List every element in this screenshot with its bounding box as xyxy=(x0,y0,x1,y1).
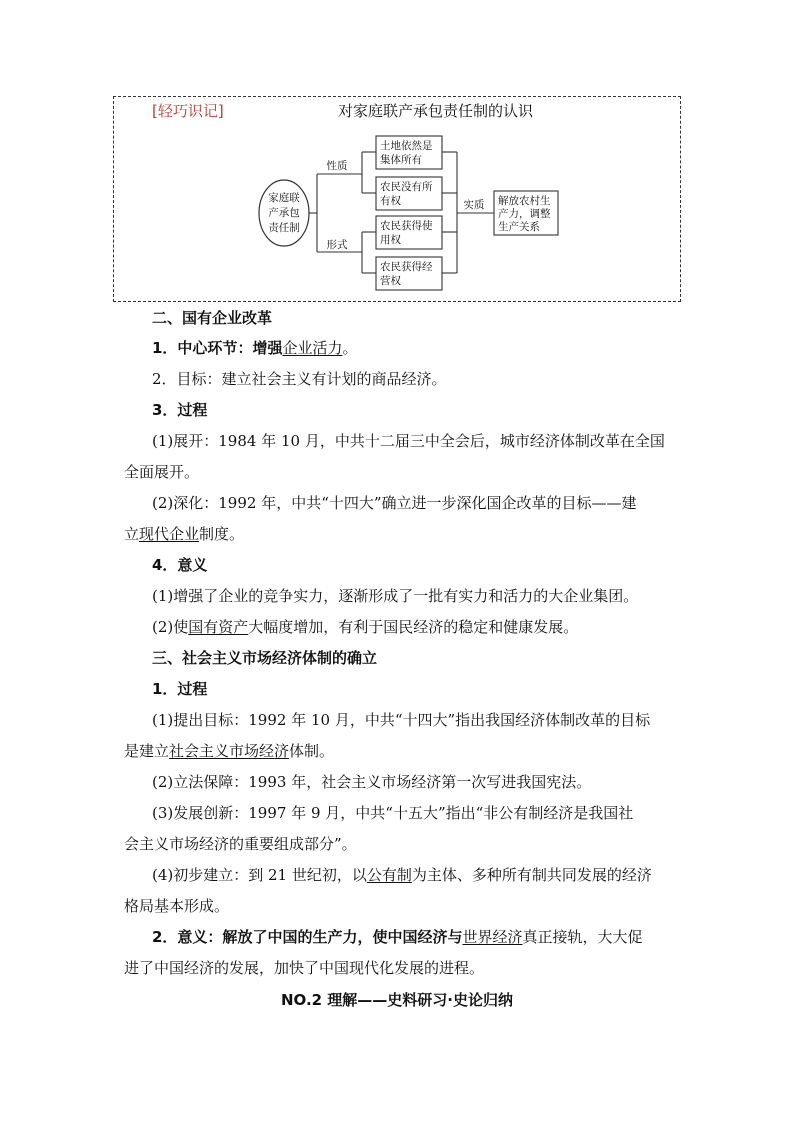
summary-tag: [轻巧识记] xyxy=(152,102,224,120)
s2-significance-1: (1)增强了企业的竞争实力，逐渐形成了一批有实力和活力的大企业集团。 xyxy=(152,587,639,605)
section-2-heading: 二、国有企业改革 xyxy=(152,309,273,327)
box-nature-1-line-2: 集体所有 xyxy=(380,154,422,166)
result-line-3: 生产关系 xyxy=(498,221,540,233)
box-nature-2-line-2: 有权 xyxy=(380,195,401,207)
box-form-2-line-2: 营权 xyxy=(380,275,401,287)
box-nature-2-line-1: 农民没有所 xyxy=(380,181,433,193)
s2-item-3: 3．过程 xyxy=(152,401,208,419)
box-nature-1-line-1: 土地依然是 xyxy=(380,140,433,152)
center-line-3: 责任制 xyxy=(268,222,300,234)
s2-item-4: 4．意义 xyxy=(152,556,208,574)
section-3-heading: 三、社会主义市场经济体制的确立 xyxy=(152,649,378,667)
s3-process-1-line-1: (1)提出目标：1992 年 10 月，中共“十四大”指出我国经济体制改革的目标 xyxy=(152,711,651,729)
result-line-2: 产力，调整 xyxy=(498,208,551,220)
s3-process-1-line-2: 是建立社会主义市场经济体制。 xyxy=(124,742,335,760)
branch-label-nature: 性质 xyxy=(326,160,348,172)
box-form-1-line-1: 农民获得使 xyxy=(380,220,433,232)
s2-process-2-line-2: 立现代企业制度。 xyxy=(124,525,245,543)
s3-process-4-line-1: (4)初步建立：到 21 世纪初，以公有制为主体、多种所有制共同发展的经济 xyxy=(152,866,652,884)
s3-process-4-line-2: 格局基本形成。 xyxy=(124,897,230,915)
s2-item-1: 1．中心环节：增强企业活力。 xyxy=(152,339,358,357)
s3-process-3-line-2: 会主义市场经济的重要组成部分”。 xyxy=(124,835,357,853)
s3-process-2: (2)立法保障：1993 年，社会主义市场经济第一次写进我国宪法。 xyxy=(152,773,592,791)
branch-label-form: 形式 xyxy=(326,239,348,251)
s2-process-1-line-2: 全面展开。 xyxy=(124,463,200,481)
s2-process-2-line-1: (2)深化：1992 年，中共“十四大”确立进一步深化国企改革的目标——建 xyxy=(152,494,637,512)
essence-label: 实质 xyxy=(463,199,485,211)
s2-item-2: 2．目标：建立社会主义有计划的商品经济。 xyxy=(152,370,447,388)
center-line-1: 家庭联 xyxy=(268,192,300,204)
section-footer-heading: NO.2 理解——史料研习·史论归纳 xyxy=(280,991,514,1009)
center-line-2: 产承包 xyxy=(268,207,300,219)
s3-item-1: 1．过程 xyxy=(152,680,208,698)
result-line-1: 解放农村生 xyxy=(498,195,551,207)
summary-title: 对家庭联产承包责任制的认识 xyxy=(338,102,534,120)
s3-significance-line-1: 2．意义：解放了中国的生产力，使中国经济与世界经济真正接轨，大大促 xyxy=(152,928,643,946)
s2-process-1-line-1: (1)展开：1984 年 10 月，中共十二届三中全会后，城市经济体制改革在全国 xyxy=(152,432,665,450)
s3-process-3-line-1: (3)发展创新：1997 年 9 月，中共“十五大”指出“非公有制经济是我国社 xyxy=(152,804,634,822)
box-form-1-line-2: 用权 xyxy=(380,234,401,246)
s3-significance-line-2: 进了中国经济的发展，加快了中国现代化发展的进程。 xyxy=(124,959,485,977)
responsibility-system-diagram xyxy=(0,0,794,310)
s2-significance-2: (2)使国有资产大幅度增加，有利于国民经济的稳定和健康发展。 xyxy=(152,618,579,636)
box-form-2-line-1: 农民获得经 xyxy=(380,261,433,273)
